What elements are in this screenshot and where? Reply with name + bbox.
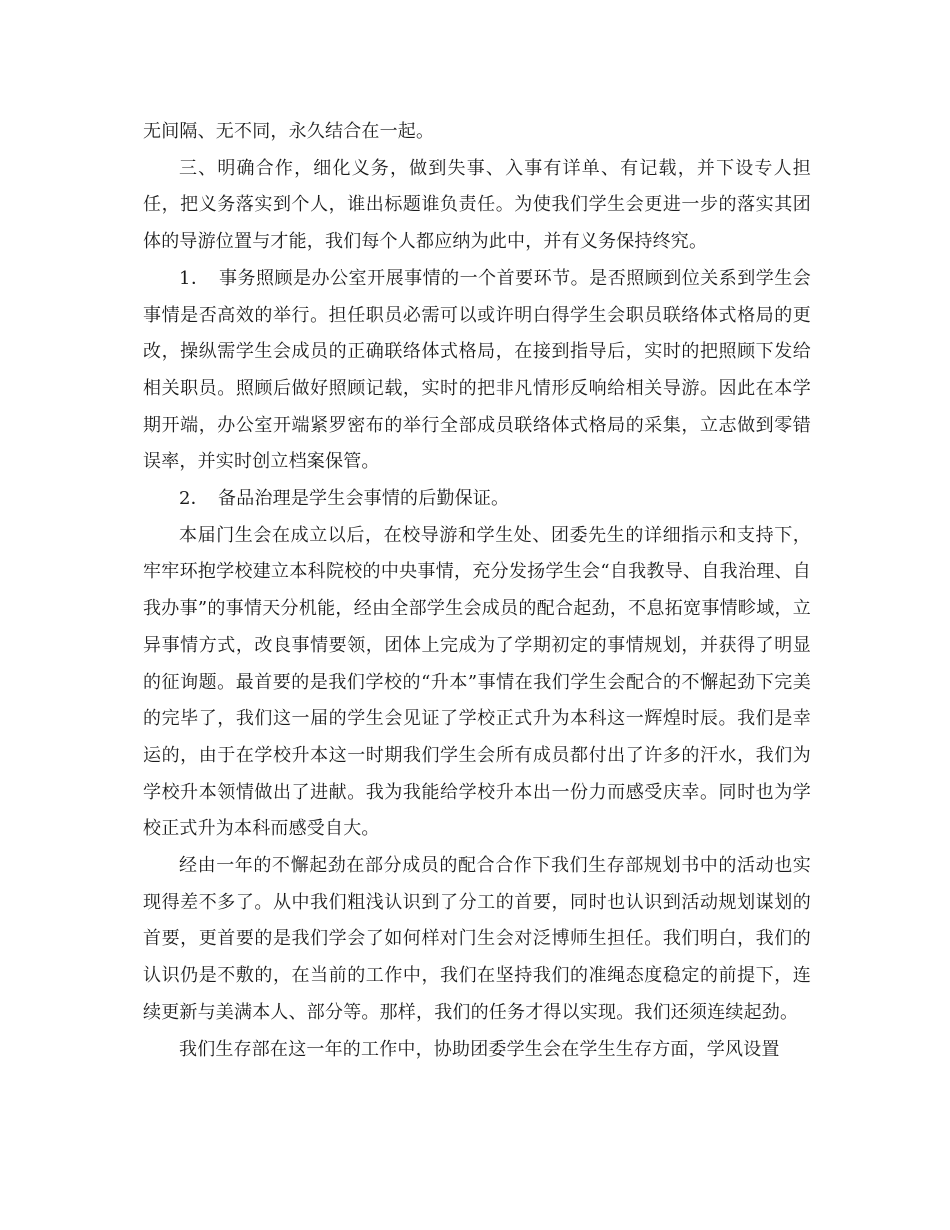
paragraph-item-two: 2． 备品治理是学生会事情的后勤保证。 <box>179 488 510 510</box>
document-body <box>143 114 811 1068</box>
paragraph-living-department: 经由一年的不懈起劲在部分成员的配合合作下我们生存部规划书中的活动也实现得差不多了。从中我们粗浅认识到了分工的首要，同时也认识到活动规划谋划的首要，更首要的是我们学会了如何样对门生会对泛博师生担任。我们明白，我们的认识仍是不敷的，在当前的工作中，我们在坚持我们的准绳态度稳定的前提下，连续更新与美满本人、部分等。那样，我们的任务才得以实现。我们还须连续起劲。 <box>143 855 811 1023</box>
paragraph-item-one: 1． 事务照顾是办公室开展事情的一个首要环节。是否照顾到位关系到学生会事情是否高效的举行。担任职员必需可以或许明白得学生会职员联络体式格局的更改，操纵需学生会成员的正确联络体式格局，在接到指导后，实时的把照顾下发给相关职员。照顾后做好照顾记载，实时的把非凡情形反响给相关导游。因此在本学期开端，办公室开端紧罗密布的举行全部成员联络体式格局的采集，立志做到零错误率，并实时创立档案保管。 <box>143 267 811 473</box>
paragraph-student-union: 本届门生会在成立以后，在校导游和学生处、团委先生的详细指示和支持下，牢牢环抱学校建立本科院校的中央事情，充分发扬学生会“自我教导、自我治理、自我办事”的事情天分机能，经由全部学生会成员的配合起劲，不息拓宽事情畛域，立异事情方式，改良事情要领，团体上完成为了学期初定的事情规划，并获得了明显的征询题。最首要的是我们学校的“升本”事情在我们学生会配合的不懈起劲下完美的完毕了，我们这一届的学生会见证了学校正式升为本科这一辉煌时辰。我们是幸运的，由于在学校升本这一时期我们学生会所有成员都付出了许多的汗水，我们为学校升本领情做出了进献。我为我能给学校升本出一份力而感受庆幸。同时也为学校正式升为本科而感受自大。 <box>143 524 811 840</box>
paragraph-section-three: 三、明确合作，细化义务，做到失事、入事有详单、有记载，并下设专人担任，把义务落实到个人，谁出标题谁负责任。为使我们学生会更进一步的落实其团体的导游位置与才能，我们每个人都应纳为此中，并有义务保持终究。 <box>143 157 811 253</box>
paragraph-continuation: 无间隔、无不同，永久结合在一起。 <box>143 121 435 142</box>
paragraph-living-department-work: 我们生存部在这一年的工作中，协助团委学生会在学生生存方面，学风设置 <box>179 1038 780 1060</box>
